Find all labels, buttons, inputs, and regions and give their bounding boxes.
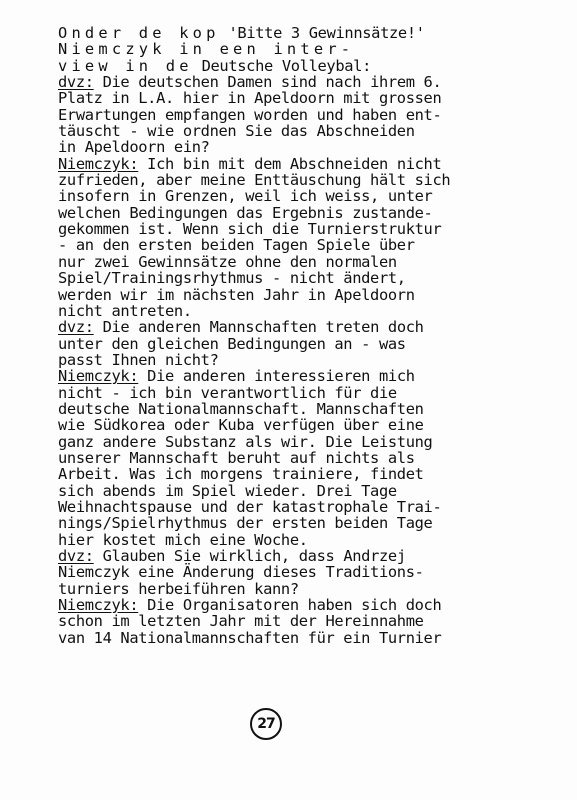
text-segment: gekommen ist. Wenn sich die Turnierstruktur	[58, 220, 442, 239]
text-segment: Die anderen Mannschaften treten doch	[93, 318, 424, 337]
text-line	[58, 417, 568, 433]
text-line	[58, 597, 568, 613]
text-segment: zufrieden, aber meine Enttäuschung hält sich	[58, 171, 451, 190]
text-line	[58, 548, 568, 564]
text-segment: in Apeldoorn ein?	[58, 138, 210, 157]
text-segment: nur zwei Gewinnsätze ohne den normalen	[58, 252, 397, 271]
text-segment: werden wir im nächsten Jahr in Apeldoorn	[58, 285, 415, 304]
text-line	[58, 450, 568, 466]
text-line	[58, 172, 568, 188]
text-line	[58, 499, 568, 515]
text-segment: schon im letzten Jahr mit der Hereinnahme	[58, 612, 424, 631]
text-segment: 'Bitte 3 Gewinnsätze!'	[219, 24, 425, 42]
text-line	[58, 630, 568, 646]
text-line	[58, 156, 568, 172]
speaker-label: dvz:	[58, 547, 94, 565]
text-line	[58, 336, 568, 352]
text-line	[58, 237, 568, 253]
text-line	[58, 270, 568, 286]
text-segment: Onder de kop	[58, 24, 220, 42]
text-segment: hier kostet mich eine Woche.	[58, 530, 308, 549]
text-line	[58, 581, 568, 597]
text-line	[58, 368, 568, 384]
speaker-label: dvz:	[58, 318, 94, 337]
text-line	[58, 25, 568, 41]
text-line	[58, 319, 568, 335]
text-segment: täuscht - wie ordnen Sie das Abschneiden	[58, 122, 415, 141]
text-line	[58, 466, 568, 482]
text-line	[58, 90, 568, 106]
text-segment: - an den ersten beiden Tagen Spiele über	[58, 236, 415, 255]
page-number-badge: 27	[250, 708, 282, 740]
text-segment: Deutsche Volleybal:	[192, 56, 371, 75]
text-line	[58, 58, 568, 74]
text-line	[58, 483, 568, 499]
text-segment: sich abends im Spiel wieder. Drei Tage	[58, 481, 397, 500]
text-segment: Spiel/Trainingsrhythmus - nicht ändert,	[58, 269, 406, 288]
text-segment: Ich bin mit dem Abschneiden nicht	[138, 154, 442, 173]
text-segment: welchen Bedingungen das Ergebnis zustande-	[58, 203, 433, 222]
text-line	[58, 205, 568, 221]
text-line	[58, 303, 568, 319]
text-segment: van 14 Nationalmannschaften für ein Turnier	[58, 628, 442, 647]
speaker-label: Niemczyk:	[58, 154, 139, 173]
text-segment: nings/Spielrhythmus der ersten beiden Tage	[58, 514, 433, 533]
text-segment: passt Ihnen nicht?	[58, 350, 219, 369]
text-segment: Weihnachtspause und der katastrophale Trai-	[58, 497, 442, 516]
text-segment: Die Organisatoren haben sich doch	[138, 596, 442, 615]
text-line	[58, 221, 568, 237]
text-line	[58, 613, 568, 629]
text-line	[58, 41, 568, 57]
text-segment: Die deutschen Damen sind nach ihrem 6.	[93, 73, 442, 92]
text-line	[58, 123, 568, 139]
text-segment: Arbeit. Was ich morgens trainiere, findet	[58, 465, 424, 484]
text-segment: turniers herbeiführen kann?	[58, 579, 299, 598]
text-line	[58, 74, 568, 90]
speaker-label: Niemczyk:	[58, 367, 139, 386]
text-line	[58, 188, 568, 204]
text-segment: wie Südkorea oder Kuba verfügen über eine	[58, 416, 424, 435]
text-segment: unserer Mannschaft beruht auf nichts als	[58, 448, 415, 467]
text-line	[58, 385, 568, 401]
speaker-label: Niemczyk:	[58, 596, 139, 615]
text-line	[58, 139, 568, 155]
text-line	[58, 434, 568, 450]
text-segment: nicht - ich bin verantwortlich für die	[58, 383, 397, 402]
text-segment: Die anderen interessieren mich	[138, 367, 415, 386]
text-segment: deutsche Nationalmannschaft. Mannschaften	[58, 399, 424, 418]
text-segment: Platz in L.A. hier in Apeldoorn mit grossen	[58, 89, 442, 108]
text-line	[58, 515, 568, 531]
text-segment: Niemczyk eine Änderung dieses Traditions-	[58, 563, 424, 582]
text-segment: Niemczyk in een inter-	[58, 40, 355, 59]
text-line	[58, 254, 568, 270]
text-line	[58, 352, 568, 368]
text-segment: view in de	[58, 56, 193, 75]
text-segment: ganz andere Substanz als wir. Die Leistung	[58, 432, 433, 451]
text-segment: Glauben Sie wirklich, dass Andrzej	[93, 547, 406, 565]
text-line	[58, 107, 568, 123]
speaker-label: dvz:	[58, 73, 94, 92]
text-segment: unter den gleichen Bedingungen an - was	[58, 334, 406, 353]
text-line	[58, 564, 568, 580]
text-segment: insofern in Grenzen, weil ich weiss, unter	[58, 187, 433, 206]
text-segment: nicht antreten.	[58, 301, 192, 320]
text-segment: Erwartungen empfangen worden und haben ent-	[58, 105, 442, 124]
text-line	[58, 532, 568, 548]
text-line	[58, 287, 568, 303]
interview-text	[58, 25, 568, 646]
text-line	[58, 401, 568, 417]
